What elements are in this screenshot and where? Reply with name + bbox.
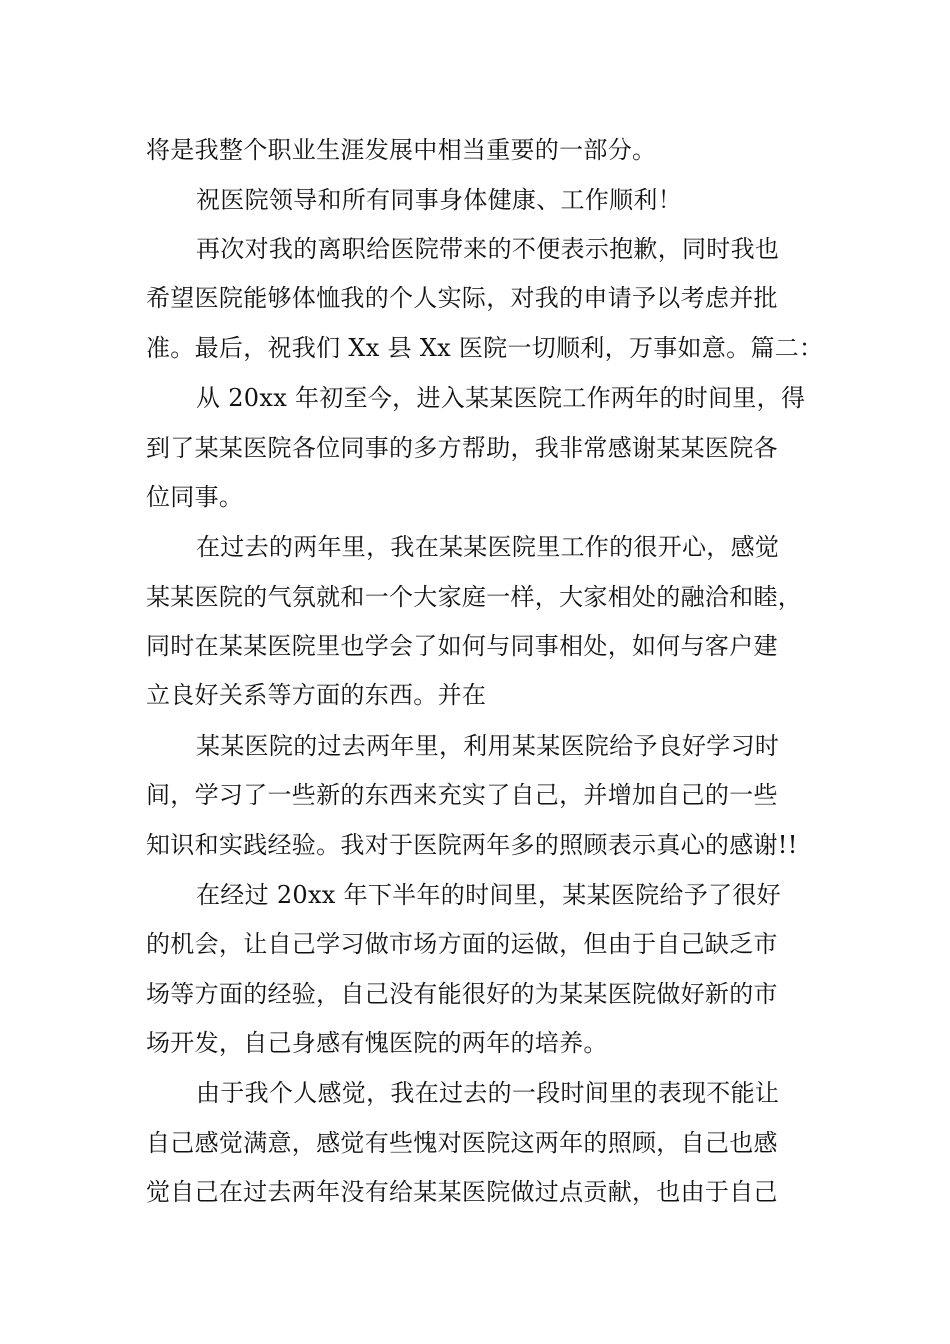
text-line: 在过去的两年里，我在某某医院里工作的很开心，感觉 [196, 533, 780, 561]
text-line: 立良好关系等方面的东西。并在 [146, 681, 487, 709]
text-line: 自己感觉满意，感觉有些愧对医院这两年的照顾，自己也感 [146, 1129, 778, 1157]
text-line: 祝医院领导和所有同事身体健康、工作顺利！ [196, 186, 682, 214]
text-line: 间，学习了一些新的东西来充实了自己，并增加自己的一些 [146, 781, 778, 809]
text-line: 的机会，让自己学习做市场方面的运做，但由于自己缺乏市 [146, 930, 778, 958]
text-line: 觉自己在过去两年没有给某某医院做过点贡献，也由于自己 [146, 1178, 778, 1206]
text-line: 某某医院的气氛就和一个大家庭一样，大家相处的融洽和睦， [146, 583, 803, 611]
text-line: 将是我整个职业生涯发展中相当重要的一部分。 [146, 136, 657, 164]
text-line: 希望医院能够体恤我的个人实际，对我的申请予以考虑并批 [146, 284, 778, 312]
text-line: 由于我个人感觉，我在过去的一段时间里的表现不能让 [196, 1079, 780, 1107]
text-line: 再次对我的离职给医院带来的不便表示抱歉，同时我也 [196, 235, 780, 263]
text-line: 某某医院的过去两年里，利用某某医院给予良好学习时 [196, 732, 780, 760]
text-line: 在经过 20xx 年下半年的时间里，某某医院给予了很好 [196, 881, 781, 909]
text-line: 准。最后，祝我们 Xx 县 Xx 医院一切顺利，万事如意。篇二： [146, 334, 824, 362]
text-line: 场开发，自己身感有愧医院的两年的培养。 [146, 1029, 608, 1057]
text-line: 到了某某医院各位同事的多方帮助，我非常感谢某某医院各 [146, 434, 778, 462]
text-line: 场等方面的经验，自己没有能很好的为某某医院做好新的市 [146, 980, 778, 1008]
text-line: 同时在某某医院里也学会了如何与同事相处，如何与客户建 [146, 632, 778, 660]
text-line: 知识和实践经验。我对于医院两年多的照顾表示真心的感谢!! [146, 831, 798, 859]
text-line: 从 20xx 年初至今，进入某某医院工作两年的时间里，得 [196, 384, 806, 412]
text-line: 位同事。 [146, 483, 244, 511]
